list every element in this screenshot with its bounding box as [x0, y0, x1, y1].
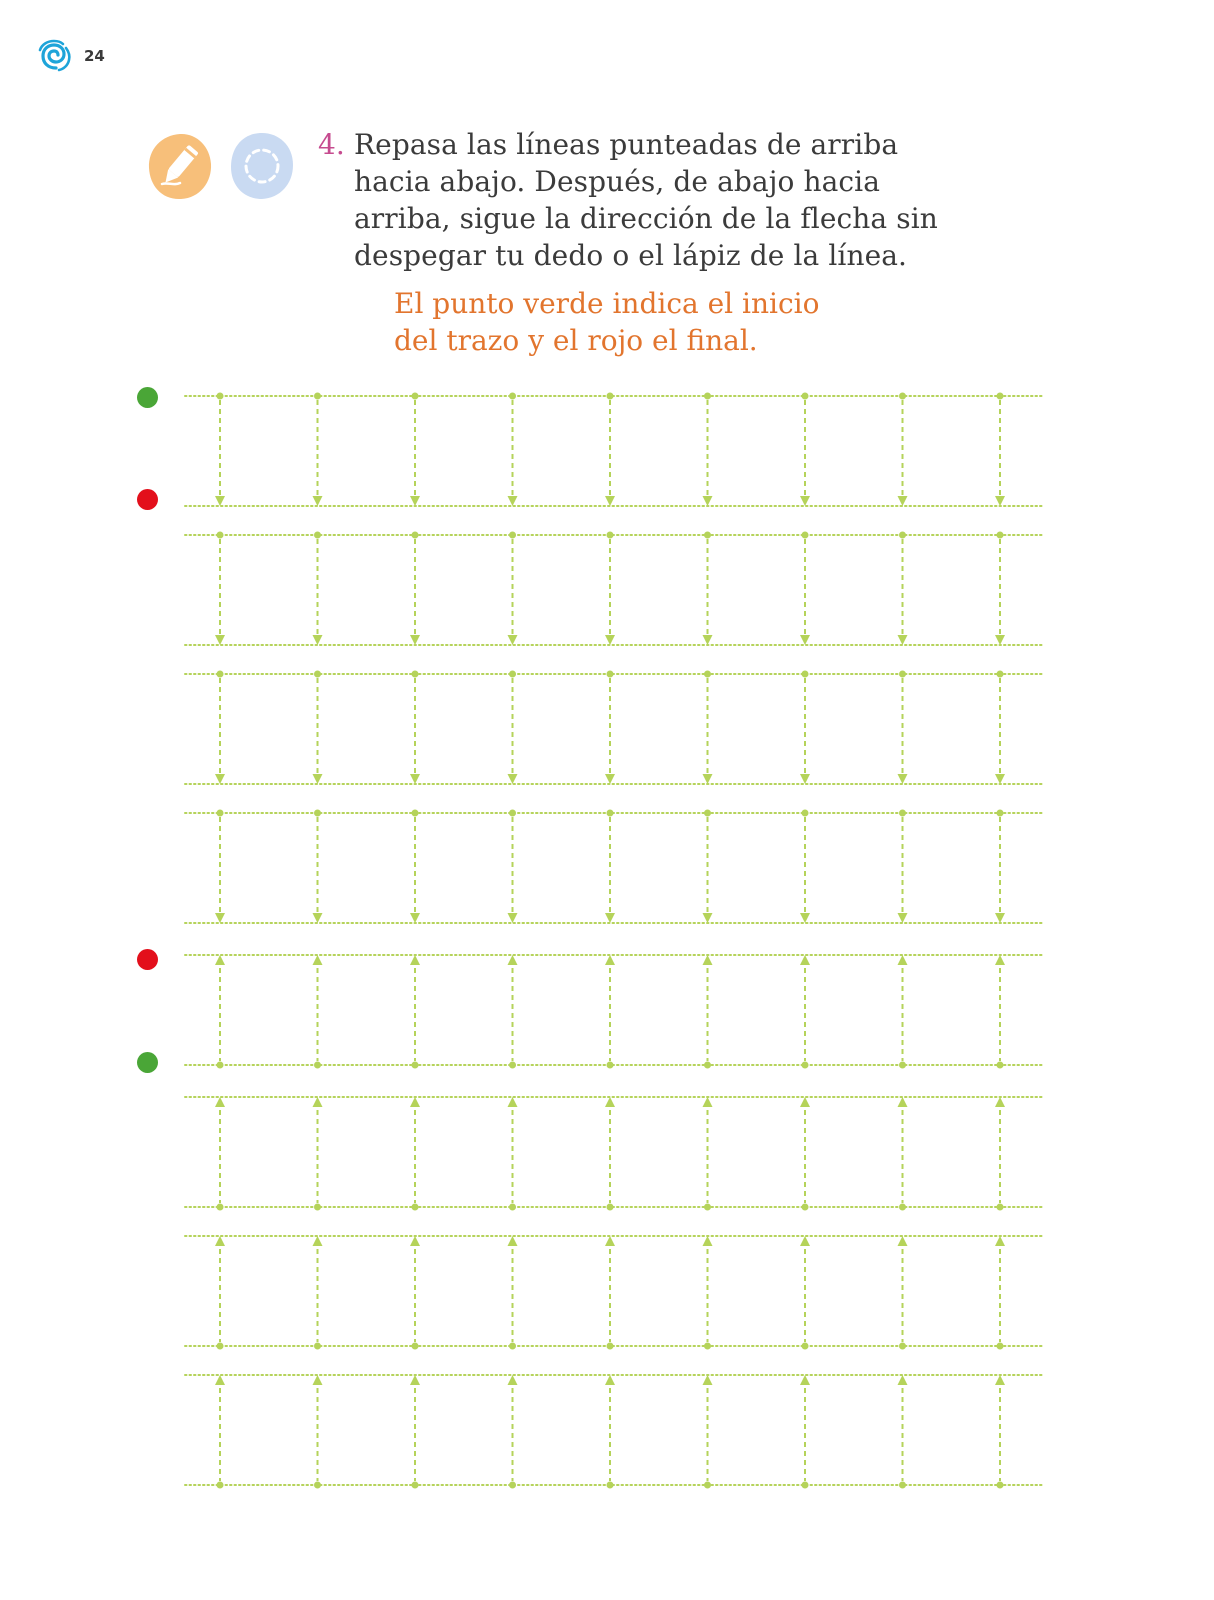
arrow-down-icon [410, 496, 420, 506]
stroke-start-dot [997, 1062, 1004, 1069]
end-dot-red [137, 949, 158, 970]
stroke-start-dot [607, 1062, 614, 1069]
instruction-line: arriba, sigue la dirección de la flecha sin [354, 202, 938, 235]
stroke-start-dot [412, 1343, 419, 1350]
stroke-start-dot [412, 1204, 419, 1211]
exercise-instructions [318, 126, 1018, 359]
stroke-start-dot [802, 1343, 809, 1350]
arrow-up-icon [800, 955, 810, 965]
arrow-down-icon [800, 913, 810, 923]
instruction-line: hacia abajo. Después, de abajo hacia [354, 165, 881, 198]
arrow-down-icon [410, 913, 420, 923]
stroke-start-dot [997, 1343, 1004, 1350]
stroke-start-dot [217, 1343, 224, 1350]
stroke-start-dot [704, 810, 711, 817]
stroke-start-dot [607, 810, 614, 817]
note-line: El punto verde indica el inicio [394, 287, 820, 320]
arrow-up-icon [410, 1375, 420, 1385]
stroke-start-dot [217, 1482, 224, 1489]
stroke-start-dot [314, 532, 321, 539]
arrow-up-icon [410, 955, 420, 965]
arrow-up-icon [800, 1097, 810, 1107]
swirl-logo-icon [38, 38, 74, 74]
arrow-up-icon [215, 1097, 225, 1107]
instruction-text [318, 126, 1018, 274]
stroke-start-dot [412, 532, 419, 539]
arrow-up-icon [313, 955, 323, 965]
stroke-start-dot [802, 810, 809, 817]
stroke-start-dot [412, 393, 419, 400]
arrow-down-icon [215, 496, 225, 506]
arrow-up-icon [410, 1097, 420, 1107]
stroke-start-dot [217, 1204, 224, 1211]
stroke-start-dot [704, 1204, 711, 1211]
arrow-up-icon [995, 1375, 1005, 1385]
stroke-start-dot [997, 1204, 1004, 1211]
arrow-up-icon [995, 1236, 1005, 1246]
stroke-start-dot [997, 393, 1004, 400]
stroke-start-dot [899, 1062, 906, 1069]
arrow-up-icon [800, 1236, 810, 1246]
arrow-down-icon [605, 635, 615, 645]
stroke-start-dot [509, 671, 516, 678]
arrow-up-icon [898, 1375, 908, 1385]
stroke-start-dot [314, 1343, 321, 1350]
stroke-start-dot [607, 1482, 614, 1489]
arrow-down-icon [703, 635, 713, 645]
arrow-up-icon [215, 1236, 225, 1246]
arrow-down-icon [410, 774, 420, 784]
arrow-down-icon [313, 496, 323, 506]
arrow-up-icon [605, 1375, 615, 1385]
arrow-up-icon [703, 1097, 713, 1107]
stroke-start-dot [217, 671, 224, 678]
arrow-up-icon [703, 955, 713, 965]
stroke-start-dot [899, 532, 906, 539]
exercise-number: 4. [318, 128, 345, 161]
stroke-start-dot [704, 1482, 711, 1489]
dot-color-note [318, 285, 1018, 359]
stroke-start-dot [314, 393, 321, 400]
stroke-start-dot [314, 671, 321, 678]
stroke-start-dot [607, 532, 614, 539]
instruction-line: Repasa las líneas punteadas de arriba [354, 128, 899, 161]
stroke-start-dot [607, 671, 614, 678]
arrow-down-icon [898, 496, 908, 506]
arrow-down-icon [313, 913, 323, 923]
stroke-start-dot [899, 393, 906, 400]
arrow-up-icon [508, 1236, 518, 1246]
arrow-down-icon [313, 635, 323, 645]
arrow-down-icon [995, 635, 1005, 645]
stroke-start-dot [412, 1062, 419, 1069]
arrow-down-icon [605, 496, 615, 506]
stroke-start-dot [314, 1062, 321, 1069]
page-header [38, 38, 105, 74]
stroke-start-dot [217, 1062, 224, 1069]
stroke-start-dot [802, 532, 809, 539]
note-line: del trazo y el rojo el final. [394, 324, 758, 357]
arrow-down-icon [703, 913, 713, 923]
stroke-start-dot [997, 671, 1004, 678]
stroke-start-dot [607, 1204, 614, 1211]
stroke-start-dot [509, 1482, 516, 1489]
stroke-start-dot [412, 810, 419, 817]
dashed-circle-trace-icon [230, 132, 294, 200]
stroke-start-dot [802, 671, 809, 678]
arrow-up-icon [703, 1375, 713, 1385]
pencil-icon [148, 132, 212, 200]
stroke-start-dot [704, 671, 711, 678]
stroke-start-dot [704, 1062, 711, 1069]
arrow-down-icon [410, 635, 420, 645]
arrow-down-icon [508, 913, 518, 923]
stroke-start-dot [704, 532, 711, 539]
stroke-start-dot [509, 1062, 516, 1069]
stroke-start-dot [704, 1343, 711, 1350]
arrow-up-icon [995, 1097, 1005, 1107]
stroke-start-dot [509, 393, 516, 400]
arrow-up-icon [313, 1375, 323, 1385]
arrow-down-icon [898, 635, 908, 645]
arrow-down-icon [313, 774, 323, 784]
stroke-start-dot [997, 1482, 1004, 1489]
arrow-up-icon [410, 1236, 420, 1246]
arrow-down-icon [703, 774, 713, 784]
stroke-start-dot [899, 810, 906, 817]
end-dot-red [137, 489, 158, 510]
arrow-down-icon [800, 774, 810, 784]
stroke-start-dot [899, 1204, 906, 1211]
arrow-up-icon [605, 1236, 615, 1246]
stroke-start-dot [217, 810, 224, 817]
arrow-up-icon [313, 1097, 323, 1107]
arrow-up-icon [995, 955, 1005, 965]
stroke-start-dot [412, 1482, 419, 1489]
stroke-start-dot [314, 810, 321, 817]
stroke-start-dot [314, 1482, 321, 1489]
stroke-start-dot [802, 1482, 809, 1489]
stroke-start-dot [802, 393, 809, 400]
arrow-up-icon [898, 955, 908, 965]
arrow-down-icon [508, 774, 518, 784]
arrow-down-icon [995, 774, 1005, 784]
stroke-start-dot [607, 393, 614, 400]
arrow-down-icon [215, 635, 225, 645]
stroke-start-dot [899, 1343, 906, 1350]
arrow-up-icon [508, 1097, 518, 1107]
arrow-up-icon [605, 955, 615, 965]
arrow-up-icon [703, 1236, 713, 1246]
arrow-down-icon [800, 635, 810, 645]
stroke-start-dot [509, 1343, 516, 1350]
arrow-down-icon [898, 913, 908, 923]
arrow-down-icon [508, 496, 518, 506]
stroke-start-dot [217, 532, 224, 539]
stroke-start-dot [509, 1204, 516, 1211]
stroke-start-dot [607, 1343, 614, 1350]
start-dot-green [137, 387, 158, 408]
page-number: 24 [84, 47, 105, 65]
instruction-line: despegar tu dedo o el lápiz de la línea. [354, 239, 908, 272]
start-dot-green [137, 1052, 158, 1073]
arrow-down-icon [995, 496, 1005, 506]
arrow-up-icon [508, 1375, 518, 1385]
arrow-down-icon [508, 635, 518, 645]
arrow-up-icon [605, 1097, 615, 1107]
stroke-start-dot [997, 810, 1004, 817]
arrow-down-icon [215, 913, 225, 923]
arrow-down-icon [800, 496, 810, 506]
stroke-start-dot [802, 1062, 809, 1069]
arrow-up-icon [215, 955, 225, 965]
arrow-up-icon [898, 1236, 908, 1246]
stroke-start-dot [412, 671, 419, 678]
stroke-start-dot [802, 1204, 809, 1211]
arrow-up-icon [313, 1236, 323, 1246]
stroke-start-dot [899, 671, 906, 678]
arrow-down-icon [215, 774, 225, 784]
arrow-up-icon [508, 955, 518, 965]
arrow-up-icon [898, 1097, 908, 1107]
arrow-up-icon [215, 1375, 225, 1385]
arrow-down-icon [898, 774, 908, 784]
stroke-start-dot [509, 810, 516, 817]
arrow-down-icon [995, 913, 1005, 923]
arrow-down-icon [605, 774, 615, 784]
arrow-down-icon [605, 913, 615, 923]
stroke-start-dot [704, 393, 711, 400]
arrow-down-icon [703, 496, 713, 506]
stroke-start-dot [899, 1482, 906, 1489]
stroke-start-dot [217, 393, 224, 400]
stroke-start-dot [314, 1204, 321, 1211]
stroke-start-dot [509, 532, 516, 539]
stroke-start-dot [997, 532, 1004, 539]
arrow-up-icon [800, 1375, 810, 1385]
